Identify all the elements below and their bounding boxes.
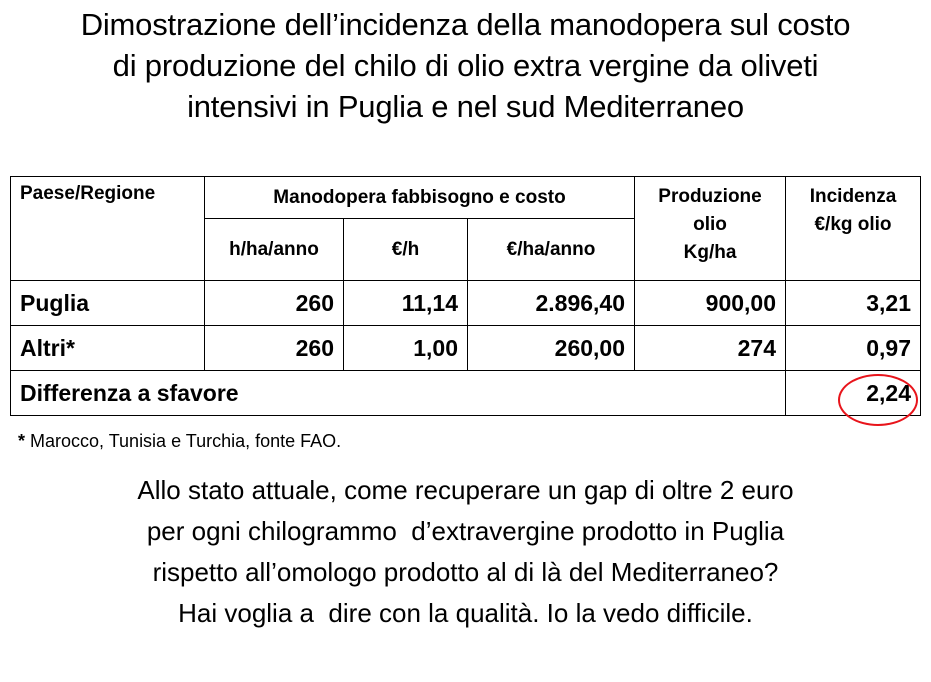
- table-row: [11, 326, 921, 371]
- slide-title: [0, 4, 931, 127]
- cell-incidence: 3,21: [786, 281, 921, 326]
- title-line: intensivi in Puglia e nel sud Mediterraneo: [187, 89, 744, 124]
- header-labor-group: Manodopera fabbisogno e costo: [205, 177, 635, 219]
- difference-value: 2,24: [786, 371, 921, 416]
- cell-cost: 2.896,40: [468, 281, 635, 326]
- header-incidence-line: €/kg olio: [814, 214, 892, 235]
- body-text: [0, 470, 931, 634]
- cell-hours: 260: [205, 281, 344, 326]
- body-line: rispetto all’omologo prodotto al di là del Mediterraneo?: [152, 557, 779, 587]
- footnote-text: Marocco, Tunisia e Turchia, fonte FAO.: [25, 431, 342, 451]
- header-region: Paese/Regione: [11, 177, 205, 281]
- body-line: Hai voglia a dire con la qualità. Io la vedo difficile.: [178, 598, 753, 628]
- title-line: Dimostrazione dell’incidenza della manodopera sul costo: [80, 7, 851, 42]
- footnote-marker: *: [18, 431, 26, 451]
- header-incidence: [786, 177, 921, 281]
- header-production-line: olio: [693, 214, 727, 235]
- difference-row: [11, 371, 921, 416]
- header-production-line: Kg/ha: [683, 242, 737, 263]
- table-row: [11, 281, 921, 326]
- body-line: Allo stato attuale, come recuperare un gap di oltre 2 euro: [137, 475, 794, 505]
- labor-cost-table: [10, 176, 921, 416]
- title-line: di produzione del chilo di olio extra vergine da oliveti: [112, 48, 819, 83]
- cell-cost: 260,00: [468, 326, 635, 371]
- cell-incidence: 0,97: [786, 326, 921, 371]
- header-production-line: Produzione: [658, 186, 762, 207]
- header-production: [635, 177, 786, 281]
- cell-rate: 11,14: [344, 281, 468, 326]
- cell-production: 274: [635, 326, 786, 371]
- cell-rate: 1,00: [344, 326, 468, 371]
- header-rate: €/h: [344, 219, 468, 281]
- header-cost: €/ha/anno: [468, 219, 635, 281]
- cell-region: Altri*: [11, 326, 205, 371]
- cell-region: Puglia: [11, 281, 205, 326]
- header-hours: h/ha/anno: [205, 219, 344, 281]
- body-line: per ogni chilogrammo d’extravergine prodotto in Puglia: [146, 516, 785, 546]
- header-incidence-line: Incidenza: [809, 186, 897, 207]
- footnote: [18, 431, 341, 452]
- cell-production: 900,00: [635, 281, 786, 326]
- difference-label: Differenza a sfavore: [11, 371, 786, 416]
- header-row: [11, 177, 921, 219]
- cell-hours: 260: [205, 326, 344, 371]
